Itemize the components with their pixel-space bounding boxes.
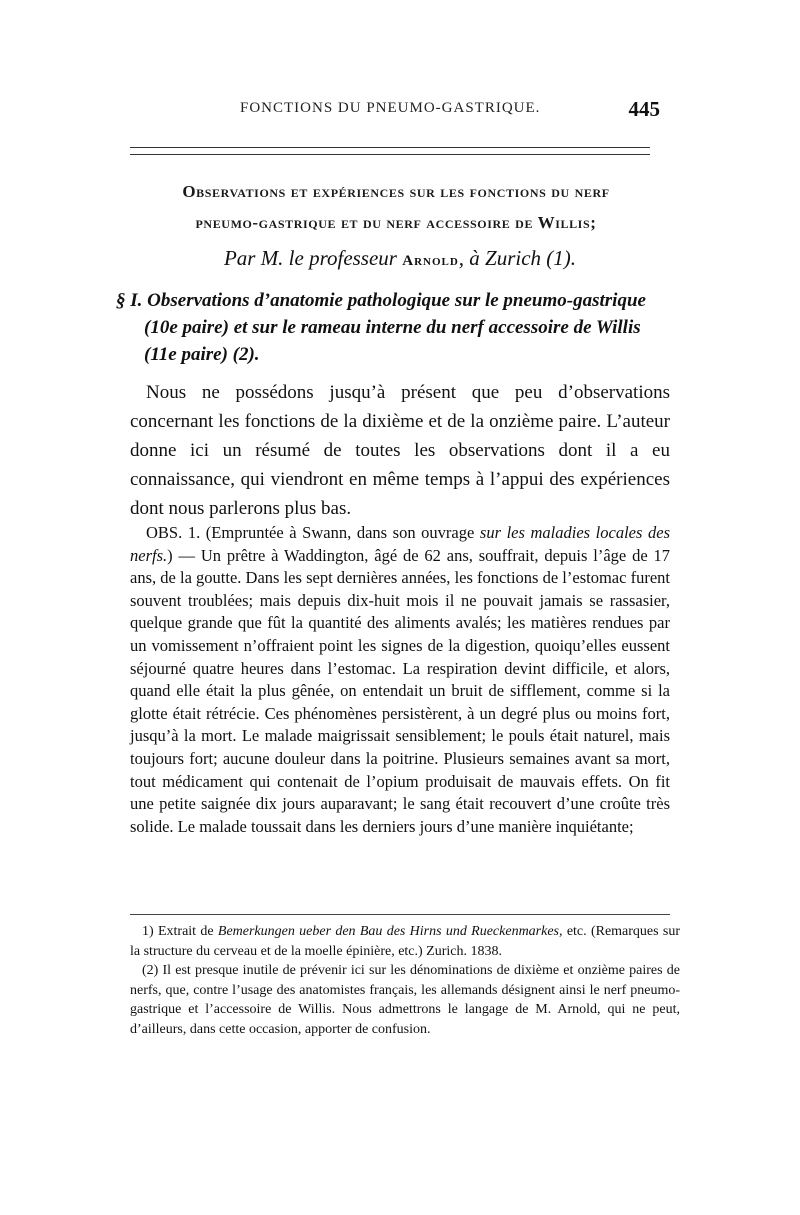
footnote-1: [130, 922, 680, 961]
footnote-1-prefix: 1) Extrait de: [142, 924, 214, 939]
footnote-rule: [130, 914, 670, 915]
running-head: [130, 97, 670, 124]
running-title: FONCTIONS DU PNEUMO-GASTRIQUE.: [240, 100, 541, 116]
footnotes: [130, 922, 680, 1039]
author-name: Arnold: [402, 253, 459, 269]
footnote-1-rest: etc. (Remarques sur la structure du cerveau et de la moelle épinière, etc.) Zurich. 1838.: [130, 924, 681, 959]
author-prefix: Par M. le professeur: [223, 246, 397, 270]
observation-paragraph: [130, 522, 670, 838]
observation-block: [130, 522, 670, 838]
footnote-1-title: Bemerkungen ueber den Bau des Hirns und Rueckenmarkes,: [217, 924, 563, 939]
footnote-2: (2) Il est presque inutile de prévenir ici sur les dénominations de dixième et onzième paires de nerfs, que, contre l’usage des anatomistes français, les allemands désignent ainsi le nerf pneumo-gastrique et l’accessoire de Willis. Nous admettrons le langage de M. Arnold, qui ne peut, d’ailleurs, dans cette occasion, apporter de confusion.: [130, 963, 680, 1037]
observation-label: OBS. 1.: [146, 523, 201, 542]
observation-source-open: (Empruntée à Swann, dans son ouvrage: [205, 523, 475, 542]
header-double-rule: [130, 147, 650, 155]
article-title: [116, 176, 676, 238]
observation-source-close: ): [167, 545, 173, 565]
article-title-line-2: pneumo-gastrique et du nerf accessoire de Willis;: [195, 213, 597, 232]
observation-source-title: sur les maladies locales des nerfs.: [130, 523, 671, 565]
section-heading: § I. Observations d’anatomie pathologique sur le pneumo-gastrique (10e paire) et sur le rameau interne du nerf accessoire de Willis (11e paire) (2).: [116, 290, 646, 365]
intro-paragraph-block: [130, 378, 670, 523]
intro-paragraph: Nous ne possédons jusqu’à présent que peu d’observations concernant les fonctions de la dixième et de la onzième paire. L’auteur donne ici un résumé de toutes les observations dont il a eu connaissance, qui viendront en même temps à l’appui des expériences dont nous parlerons plus bas.: [130, 382, 670, 519]
observation-text: — Un prêtre à Waddington, âgé de 62 ans, souffrait, depuis l’âge de 17 ans, de la goutte. Dans les sept dernières années, les fonctions de l’estomac furent souvent troublées; mais depuis dix-huit mois il ne pouvait jamais se rassasier, quelque grande que fût la quantité des aliments avalés; les matières rendues par un vomissement n’offraient point les signes de la digestion, quoiqu’elles eussent séjourné quatre heures dans l’estomac. La respiration devint difficile, et alors, quand elle était la plus gênée, on entendait un bruit de sifflement, comme si la glotte était rétrécie. Ces phénomènes persistèrent, à un degré plus ou moins fort, jusqu’à la mort. Le malade maigrissait sensiblement; le pouls était naturel, mais toujours fort; aucune douleur dans la poitrine. Plusieurs semaines avant sa mort, tout médicament qui contenait de l’opium produisait de mauvais effets. On fit une petite saignée dix jours auparavant; le sang était recouvert d’une croûte très solide. Le malade toussait dans les derniers jours d’une manière inquiétante;: [130, 545, 670, 836]
author-line: [120, 246, 680, 271]
page-number: 445: [628, 97, 660, 121]
article-title-line-1: Observations et expériences sur les fonctions du nerf: [182, 182, 610, 201]
author-suffix: , à Zurich (1).: [458, 246, 577, 270]
